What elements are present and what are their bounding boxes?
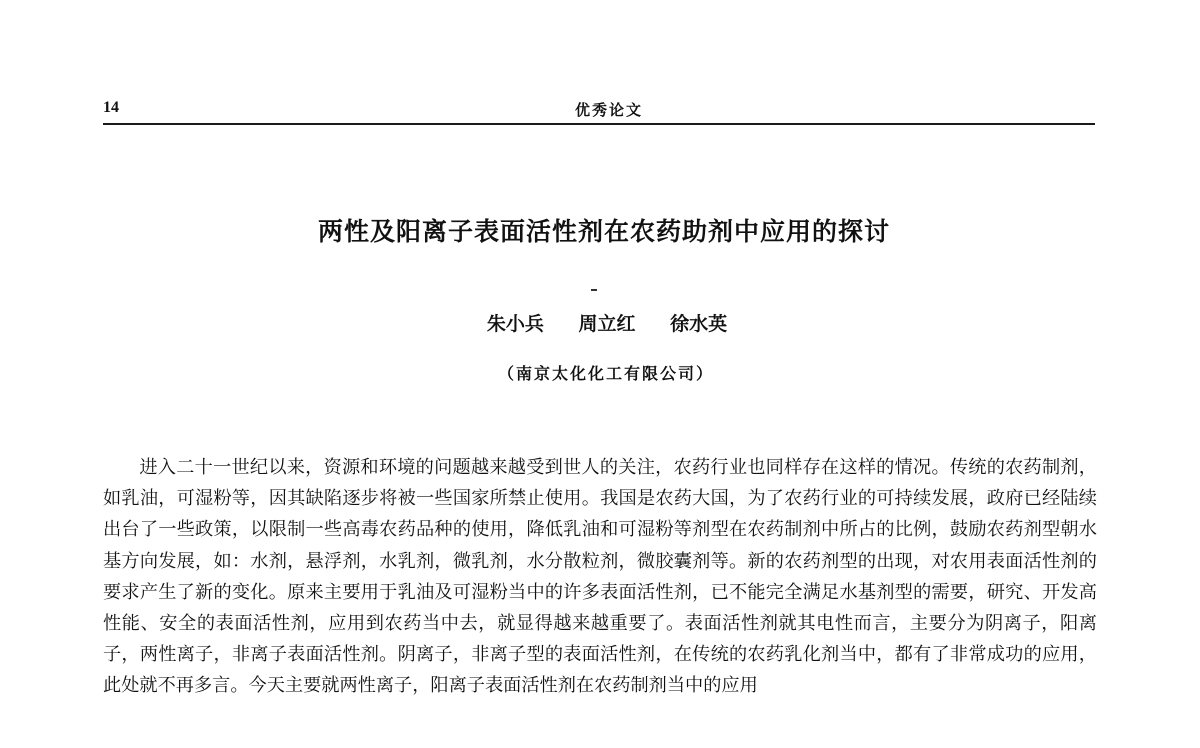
- author-affiliation: （南京太化化工有限公司）: [497, 364, 714, 383]
- running-header: 优秀论文: [574, 101, 643, 119]
- header-rule: [103, 123, 1095, 125]
- author-name: 徐水英: [670, 313, 728, 335]
- page-number: 14: [103, 99, 119, 116]
- author-name: 朱小兵: [486, 313, 544, 335]
- print-speck: [591, 289, 597, 291]
- article-title: 两性及阳离子表面活性剂在农药助剂中应用的探讨: [317, 217, 890, 246]
- body-paragraph: 进入二十一世纪以来，资源和环境的问题越来越受到世人的关注，农药行业也同样存在这样的情况。传统的农药制剂，如乳油，可湿粉等，因其缺陷逐步将被一些国家所禁止使用。我国是农药大国，为了农药行业的可持续发展，政府已经陆续出台了一些政策，以限制一些高毒农药品种的使用，降低乳油和可湿粉等剂型在农药制剂中所占的比例，鼓励农药剂型朝水基方向发展，如：水剂，悬浮剂，水乳剂，微乳剂，水分散粒剂，微胶囊剂等。新的农药剂型的出现，对农用表面活性剂的要求产生了新的变化。原来主要用于乳油及可湿粉当中的许多表面活性剂，已不能完全满足水基剂型的需要，研究、开发高性能、安全的表面活性剂，应用到农药当中去，就显得越来越重要了。表面活性剂就其电性而言，主要分为阴离子，阳离子，两性离子，非离子表面活性剂。阴离子，非离子型的表面活性剂，在传统的农药乳化剂当中，都有了非常成功的应用，此处就不再多言。今天主要就两性离子，阳离子表面活性剂在农药制剂当中的应用: [103, 457, 1097, 697]
- author-name: 周立红: [578, 313, 636, 335]
- author-list: [0, 309, 1200, 336]
